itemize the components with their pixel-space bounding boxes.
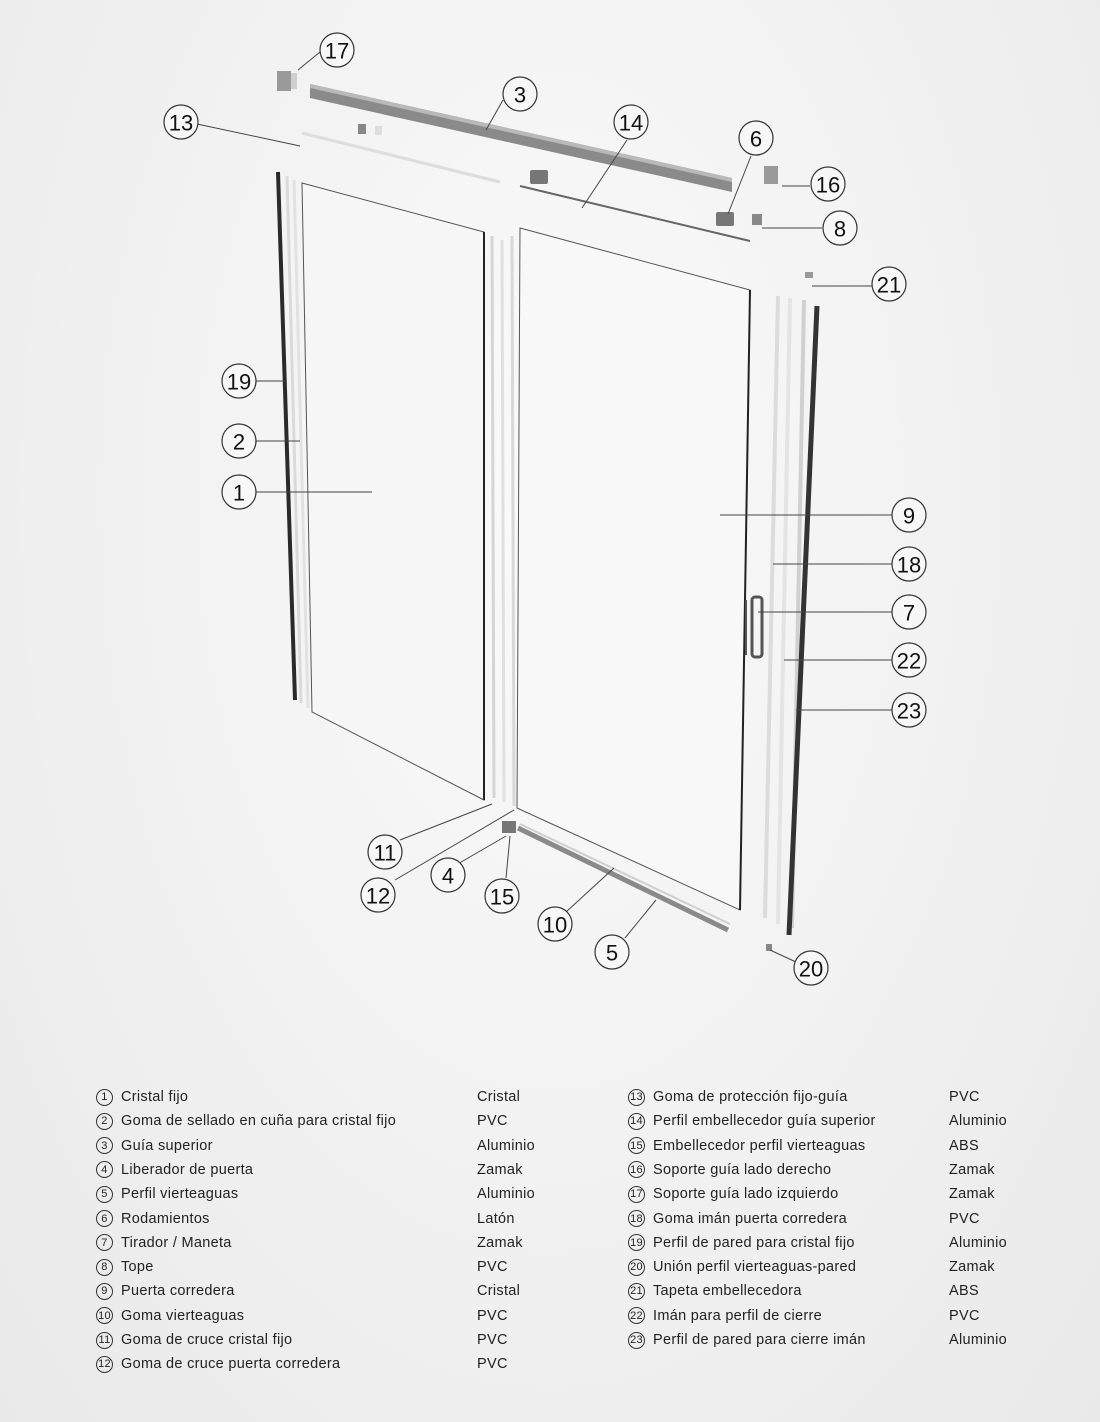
callout-22 [892,643,926,677]
legend-part-name: Rodamientos [121,1210,210,1227]
callout-number: 15 [489,884,515,910]
legend-part-name: Tope [121,1259,154,1276]
legend-part-name: Tirador / Maneta [121,1234,232,1251]
legend-item [96,1256,154,1278]
callout-number: 20 [798,956,824,982]
callout-23 [892,693,926,727]
callout-13 [164,105,198,139]
legend-material: Zamak [477,1161,523,1178]
legend-item [96,1280,235,1302]
legend-item [628,1135,865,1157]
callout-16 [811,167,845,201]
legend-material: PVC [477,1259,508,1276]
callout-20 [794,951,828,985]
callout-number: 10 [542,912,568,938]
legend-number: 16 [628,1161,645,1178]
callout-number: 21 [876,272,902,298]
legend-item [96,1086,188,1108]
legend-number: 7 [96,1234,113,1251]
callout-1 [222,475,256,509]
legend-material: Cristal [477,1283,521,1300]
legend-material: Aluminio [477,1186,536,1203]
legend-number: 22 [628,1307,645,1324]
legend-part-name: Imán para perfil de cierre [653,1307,822,1324]
legend-material: PVC [477,1332,508,1348]
legend-material: Cristal [477,1089,521,1105]
callout-number: 22 [896,648,922,674]
legend-item [96,1135,213,1157]
door-release [502,821,516,833]
callout-21 [872,267,906,301]
legend-item [96,1232,232,1254]
legend-part-name: Soporte guía lado derecho [653,1161,832,1178]
legend-material: Aluminio [477,1137,536,1154]
legend-part-name: Goma imán puerta corredera [653,1210,847,1227]
legend-material: Zamak [949,1161,995,1178]
callout-14 [614,105,648,139]
legend-part-name: Guía superior [121,1137,213,1154]
legend-number: 18 [628,1210,645,1227]
callout-5 [595,935,629,969]
legend-number: 9 [96,1283,113,1300]
legend-part-name: Perfil embellecedor guía superior [653,1113,876,1130]
legend-number: 14 [628,1113,645,1130]
callout-number: 2 [232,429,246,455]
legend-part-name: Soporte guía lado izquierdo [653,1186,839,1203]
legend-part-name: Puerta corredera [121,1283,235,1300]
legend-number: 8 [96,1259,113,1276]
magnet-rubber [765,296,778,918]
legend-part-name: Unión perfil vierteaguas-pared [653,1259,857,1276]
legend-part-name: Embellecedor perfil vierteaguas [653,1137,866,1154]
legend-item [628,1208,847,1230]
callout-number: 19 [226,369,252,395]
left-support [277,71,291,91]
legend-item [96,1110,396,1132]
handle [752,597,762,657]
callout-number: 23 [896,698,922,724]
callout-number: 3 [513,82,527,108]
legend-part-name: Goma de cruce puerta corredera [121,1356,341,1373]
callout-17 [320,33,354,67]
callout-18 [892,547,926,581]
legend-part-name: Perfil de pared para cristal fijo [653,1234,855,1251]
callout-number: 11 [373,840,397,866]
legend-part-name: Cristal fijo [121,1089,189,1105]
legend-number: 21 [628,1283,645,1300]
callout-number: 5 [605,940,619,966]
legend-material: PVC [477,1307,508,1324]
legend-number: 5 [96,1186,113,1203]
legend-number: 15 [628,1137,645,1154]
legend-part-name: Perfil de pared para cierre imán [653,1332,866,1348]
legend-number: 3 [96,1137,113,1154]
legend-item [628,1305,822,1327]
callout-number: 7 [902,600,916,626]
legend-item [628,1232,855,1254]
callout-8 [823,211,857,245]
legend-number: 23 [628,1332,645,1349]
legend-number: 12 [96,1356,113,1373]
callout-6 [739,121,773,155]
legend-number: 1 [96,1089,113,1106]
callout-number: 9 [902,503,916,529]
callout-15 [485,879,519,913]
legend-number: 6 [96,1210,113,1227]
legend-material: Zamak [477,1234,523,1251]
legend-material: PVC [949,1307,980,1324]
legend-item [96,1329,292,1351]
legend-material: PVC [949,1210,980,1227]
callout-2 [222,424,256,458]
legend-number: 11 [96,1332,113,1349]
legend-item [96,1183,238,1205]
legend-item [628,1110,876,1132]
roller [716,212,734,226]
legend-material: PVC [477,1113,508,1130]
legend-material: Zamak [949,1259,995,1276]
legend-part-name: Goma de sellado en cuña para cristal fijo [121,1113,397,1130]
legend-material: PVC [949,1089,980,1105]
callout-number: 16 [815,172,841,198]
callout-number: 8 [833,216,847,242]
legend-item [96,1159,253,1181]
legend-part-name: Perfil vierteaguas [121,1186,239,1203]
legend-item [96,1305,244,1327]
legend-number: 10 [96,1307,113,1324]
roller [530,170,548,184]
parts-legend [0,1086,1100,1386]
callout-7 [892,595,926,629]
legend-number: 17 [628,1186,645,1203]
callout-11 [368,835,402,869]
legend-number: 2 [96,1113,113,1130]
callout-number: 14 [618,110,644,136]
callout-10 [538,907,572,941]
legend-item [96,1353,340,1375]
legend-material: ABS [949,1137,979,1154]
legend-number: 19 [628,1234,645,1251]
callout-19 [222,364,256,398]
legend-number: 13 [628,1089,645,1106]
legend-material: ABS [949,1283,979,1300]
stop [752,214,762,225]
callout-number: 6 [749,126,763,152]
legend-item [628,1159,831,1181]
legend-material: Aluminio [949,1113,1008,1130]
legend-item [628,1329,866,1351]
legend-part-name: Liberador de puerta [121,1161,254,1178]
legend-material: Latón [477,1210,515,1227]
legend-part-name: Tapeta embellecedora [653,1283,802,1300]
legend-item [628,1183,838,1205]
legend-material: Aluminio [949,1332,1008,1348]
callout-number: 13 [168,110,194,136]
legend-material: Zamak [949,1186,995,1203]
legend-part-name: Goma de cruce cristal fijo [121,1332,293,1348]
callout-number: 4 [441,863,455,889]
legend-item [96,1208,210,1230]
callout-12 [361,878,395,912]
callout-3 [503,77,537,111]
legend-item [628,1280,802,1302]
legend-number: 20 [628,1259,645,1276]
legend-number: 4 [96,1161,113,1178]
callout-number: 17 [324,38,350,64]
callout-number: 12 [365,883,391,909]
sliding-door [517,228,750,910]
legend-material: PVC [477,1356,508,1373]
legend-part-name: Goma de protección fijo-guía [653,1089,848,1105]
callout-4 [431,858,465,892]
legend-item [628,1086,848,1108]
callout-9 [892,498,926,532]
legend-item [628,1256,856,1278]
legend-material: Aluminio [949,1234,1008,1251]
callout-number: 18 [896,552,922,578]
right-support [764,166,778,184]
legend-part-name: Goma vierteaguas [121,1307,245,1324]
callout-number: 1 [232,480,246,506]
